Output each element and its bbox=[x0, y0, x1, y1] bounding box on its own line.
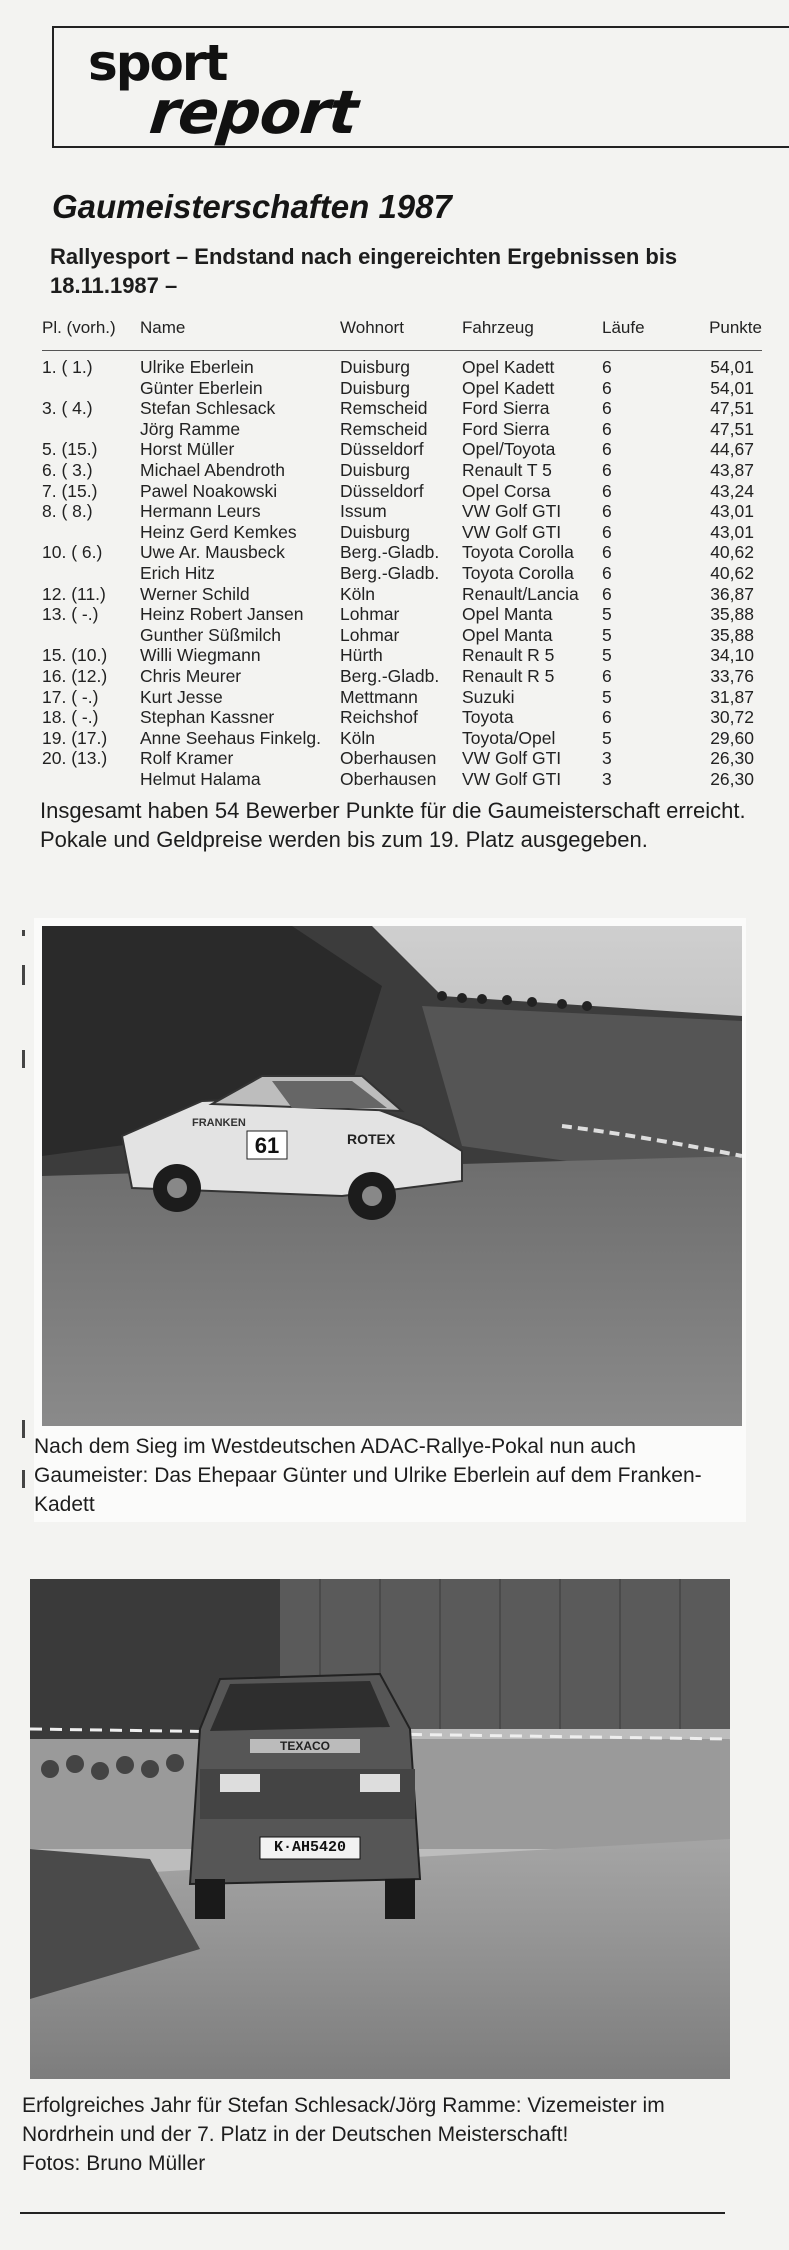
cell-residence: Berg.-Gladb. bbox=[340, 542, 440, 563]
cell-residence: Lohmar bbox=[340, 624, 400, 645]
cell-vehicle: Renault R 5 bbox=[462, 665, 555, 686]
article-subtitle: Rallyesport – Endstand nach eingereichten Ergebnissen bis 18.11.1987 – bbox=[50, 244, 678, 298]
cell-points: 26,30 bbox=[710, 748, 754, 769]
cell-runs: 6 bbox=[602, 583, 612, 604]
cell-place: 15. (10.) bbox=[42, 645, 108, 666]
cell-residence: Duisburg bbox=[340, 459, 411, 480]
cell-residence: Köln bbox=[340, 727, 376, 748]
cell-place bbox=[42, 419, 140, 440]
cell-place: 19. (17.) bbox=[42, 727, 108, 748]
cell-place: 5. (15.) bbox=[42, 439, 98, 460]
margin-mark bbox=[22, 930, 25, 936]
table-row bbox=[42, 769, 762, 790]
cell-vehicle: Opel Manta bbox=[462, 624, 553, 645]
cell-residence: Lohmar bbox=[340, 604, 400, 625]
cell-name: Michael Abendroth bbox=[140, 459, 285, 480]
car-side-label: FRANKEN bbox=[192, 1117, 246, 1129]
photo2-caption: Erfolgreiches Jahr für Stefan Schlesack/Jörg Ramme: Vizemeister im Nordrhein und der 7. Platz in der Deutschen Meisterschaft! bbox=[22, 2094, 665, 2146]
table-row bbox=[42, 728, 762, 749]
table-row bbox=[42, 460, 762, 481]
cell-points: 54,01 bbox=[710, 377, 754, 398]
cell-name: Jörg Ramme bbox=[140, 418, 241, 439]
cell-vehicle: VW Golf GTI bbox=[462, 768, 562, 789]
cell-runs: 6 bbox=[602, 439, 612, 460]
cell-name: Pawel Noakowski bbox=[140, 480, 278, 501]
cell-name: Helmut Halama bbox=[140, 768, 261, 789]
cell-runs: 5 bbox=[602, 686, 612, 707]
cell-vehicle: Toyota/Opel bbox=[462, 727, 556, 748]
cell-name: Stephan Kassner bbox=[140, 707, 275, 728]
cell-runs: 6 bbox=[602, 480, 612, 501]
cell-name: Heinz Robert Jansen bbox=[140, 604, 304, 625]
cell-name: Willi Wiegmann bbox=[140, 645, 261, 666]
cell-place: 8. ( 8.) bbox=[42, 501, 93, 522]
article-title: Gaumeisterschaften 1987 bbox=[52, 188, 452, 225]
cell-residence: Oberhausen bbox=[340, 748, 437, 769]
cell-residence: Remscheid bbox=[340, 418, 428, 439]
cell-points: 40,62 bbox=[710, 562, 754, 583]
cell-name: Hermann Leurs bbox=[140, 501, 261, 522]
column-header-points: Punkte bbox=[674, 316, 762, 351]
table-row bbox=[42, 522, 762, 543]
table-row bbox=[42, 645, 762, 666]
cell-name: Heinz Gerd Kemkes bbox=[140, 521, 297, 542]
cell-vehicle: Opel Kadett bbox=[462, 377, 555, 398]
cell-vehicle: Opel Corsa bbox=[462, 480, 551, 501]
cell-vehicle: Toyota Corolla bbox=[462, 562, 574, 583]
cell-runs: 6 bbox=[602, 418, 612, 439]
cell-vehicle: Opel/Toyota bbox=[462, 439, 556, 460]
column-header-vehicle: Fahrzeug bbox=[462, 316, 602, 351]
car-number-label: 61 bbox=[254, 1133, 280, 1158]
cell-vehicle: Renault/Lancia bbox=[462, 583, 579, 604]
cell-points: 36,87 bbox=[710, 583, 754, 604]
column-header-place: Pl. (vorh.) bbox=[42, 316, 140, 351]
photo1-caption: Nach dem Sieg im Westdeutschen ADAC-Rallye-Pokal nun auch Gaumeister: Das Ehepaar Günter und Ulrike Eberlein auf dem Franken-Kadett bbox=[34, 1435, 702, 1516]
cell-vehicle: Ford Sierra bbox=[462, 418, 550, 439]
cell-place: 6. ( 3.) bbox=[42, 459, 93, 480]
cell-name: Anne Seehaus Finkelg. bbox=[140, 727, 321, 748]
cell-points: 47,51 bbox=[710, 418, 754, 439]
cell-place: 12. (11.) bbox=[42, 583, 106, 604]
cell-runs: 6 bbox=[602, 357, 612, 377]
cell-place bbox=[42, 769, 140, 790]
table-row bbox=[42, 604, 762, 625]
summary-text: Insgesamt haben 54 Bewerber Punkte für die Gaumeisterschaft erreicht. Pokale und Geldpreise werden bis zum 19. Platz ausgegeben. bbox=[40, 798, 746, 852]
cell-name: Günter Eberlein bbox=[140, 377, 263, 398]
number-plate-label: K·AH5420 bbox=[273, 1839, 347, 1856]
table-row bbox=[42, 748, 762, 769]
cell-runs: 3 bbox=[602, 748, 612, 769]
cell-residence: Mettmann bbox=[340, 686, 418, 707]
cell-runs: 6 bbox=[602, 377, 612, 398]
cell-place bbox=[42, 522, 140, 543]
logo-sport-text: sport bbox=[88, 34, 227, 92]
cell-points: 44,67 bbox=[710, 439, 754, 460]
cell-runs: 5 bbox=[602, 604, 612, 625]
table-row bbox=[42, 666, 762, 687]
photo-credit: Fotos: Bruno Müller bbox=[22, 2152, 206, 2175]
table-row bbox=[42, 351, 762, 378]
cell-vehicle: Opel Kadett bbox=[462, 357, 555, 377]
cell-points: 30,72 bbox=[710, 707, 754, 728]
cell-place bbox=[42, 625, 140, 646]
photo-rally-sierra bbox=[30, 1579, 730, 2079]
cell-residence: Berg.-Gladb. bbox=[340, 665, 440, 686]
cell-points: 35,88 bbox=[710, 624, 754, 645]
cell-points: 40,62 bbox=[710, 542, 754, 563]
cell-residence: Reichshof bbox=[340, 707, 418, 728]
cell-points: 54,01 bbox=[710, 357, 754, 377]
cell-points: 43,24 bbox=[710, 480, 754, 501]
table-row bbox=[42, 481, 762, 502]
cell-name: Horst Müller bbox=[140, 439, 235, 460]
cell-runs: 6 bbox=[602, 398, 612, 419]
cell-points: 43,87 bbox=[710, 459, 754, 480]
margin-mark bbox=[22, 1050, 25, 1068]
cell-name: Werner Schild bbox=[140, 583, 250, 604]
margin-mark bbox=[22, 1470, 25, 1488]
cell-points: 35,88 bbox=[710, 604, 754, 625]
cell-place: 13. ( -.) bbox=[42, 604, 99, 625]
cell-vehicle: VW Golf GTI bbox=[462, 748, 562, 769]
cell-place: 17. ( -.) bbox=[42, 686, 99, 707]
cell-vehicle: Renault T 5 bbox=[462, 459, 552, 480]
cell-place: 16. (12.) bbox=[42, 665, 108, 686]
cell-points: 47,51 bbox=[710, 398, 754, 419]
cell-residence: Düsseldorf bbox=[340, 480, 424, 501]
cell-residence: Düsseldorf bbox=[340, 439, 424, 460]
column-header-name: Name bbox=[140, 316, 340, 351]
cell-vehicle: VW Golf GTI bbox=[462, 501, 562, 522]
cell-name: Stefan Schlesack bbox=[140, 398, 276, 419]
sponsor-label: TEXACO bbox=[279, 1739, 331, 1753]
cell-place: 7. (15.) bbox=[42, 480, 98, 501]
cell-points: 29,60 bbox=[710, 727, 754, 748]
photo1-frame bbox=[34, 918, 746, 1522]
cell-points: 43,01 bbox=[710, 501, 754, 522]
cell-points: 43,01 bbox=[710, 521, 754, 542]
cell-points: 26,30 bbox=[710, 768, 754, 789]
cell-vehicle: Ford Sierra bbox=[462, 398, 550, 419]
table-row bbox=[42, 439, 762, 460]
table-row bbox=[42, 584, 762, 605]
cell-runs: 6 bbox=[602, 542, 612, 563]
table-row bbox=[42, 419, 762, 440]
cell-runs: 6 bbox=[602, 665, 612, 686]
cell-residence: Remscheid bbox=[340, 398, 428, 419]
cell-residence: Berg.-Gladb. bbox=[340, 562, 440, 583]
cell-place: 3. ( 4.) bbox=[42, 398, 93, 419]
cell-points: 33,76 bbox=[710, 665, 754, 686]
cell-points: 34,10 bbox=[710, 645, 754, 666]
cell-name: Ulrike Eberlein bbox=[140, 357, 254, 377]
cell-residence: Duisburg bbox=[340, 377, 411, 398]
table-row bbox=[42, 378, 762, 399]
cell-vehicle: Opel Manta bbox=[462, 604, 553, 625]
cell-vehicle: Toyota Corolla bbox=[462, 542, 574, 563]
table-row bbox=[42, 563, 762, 584]
bottom-rule bbox=[20, 2212, 725, 2214]
table-header-row bbox=[42, 316, 762, 351]
cell-runs: 3 bbox=[602, 768, 612, 789]
cell-vehicle: VW Golf GTI bbox=[462, 521, 562, 542]
cell-runs: 5 bbox=[602, 645, 612, 666]
cell-name: Uwe Ar. Mausbeck bbox=[140, 542, 285, 563]
cell-place bbox=[42, 563, 140, 584]
margin-mark bbox=[22, 1420, 25, 1438]
cell-place: 18. ( -.) bbox=[42, 707, 99, 728]
cell-place: 20. (13.) bbox=[42, 748, 108, 769]
results-table bbox=[42, 316, 762, 789]
cell-runs: 5 bbox=[602, 727, 612, 748]
photo-rally-kadett bbox=[42, 926, 742, 1426]
cell-vehicle: Suzuki bbox=[462, 686, 515, 707]
cell-name: Rolf Kramer bbox=[140, 748, 234, 769]
photo2-frame bbox=[22, 1575, 742, 2175]
header-logo-box bbox=[52, 26, 789, 148]
cell-residence: Issum bbox=[340, 501, 387, 522]
cell-runs: 5 bbox=[602, 624, 612, 645]
table-row bbox=[42, 707, 762, 728]
table-row bbox=[42, 501, 762, 522]
cell-name: Chris Meurer bbox=[140, 665, 242, 686]
cell-residence: Duisburg bbox=[340, 357, 411, 377]
cell-place: 1. ( 1.) bbox=[42, 357, 93, 377]
cell-points: 31,87 bbox=[710, 686, 754, 707]
cell-runs: 6 bbox=[602, 707, 612, 728]
cell-residence: Köln bbox=[340, 583, 376, 604]
cell-runs: 6 bbox=[602, 562, 612, 583]
cell-name: Kurt Jesse bbox=[140, 686, 223, 707]
cell-vehicle: Renault R 5 bbox=[462, 645, 555, 666]
rally-car-sierra bbox=[190, 1674, 420, 1919]
logo-report-text: report bbox=[146, 78, 361, 148]
cell-place: 10. ( 6.) bbox=[42, 542, 103, 563]
car-sponsor-label: ROTEX bbox=[347, 1131, 396, 1147]
column-header-runs: Läufe bbox=[602, 316, 674, 351]
cell-vehicle: Toyota bbox=[462, 707, 514, 728]
cell-name: Gunther Süßmilch bbox=[140, 624, 282, 645]
cell-name: Erich Hitz bbox=[140, 562, 215, 583]
column-header-residence: Wohnort bbox=[340, 316, 462, 351]
cell-runs: 6 bbox=[602, 521, 612, 542]
cell-residence: Oberhausen bbox=[340, 768, 437, 789]
margin-mark bbox=[22, 965, 25, 985]
cell-runs: 6 bbox=[602, 459, 612, 480]
table-row bbox=[42, 625, 762, 646]
cell-residence: Duisburg bbox=[340, 521, 411, 542]
cell-runs: 6 bbox=[602, 501, 612, 522]
table-row bbox=[42, 542, 762, 563]
cell-place bbox=[42, 378, 140, 399]
table-row bbox=[42, 687, 762, 708]
cell-residence: Hürth bbox=[340, 645, 383, 666]
table-row bbox=[42, 398, 762, 419]
